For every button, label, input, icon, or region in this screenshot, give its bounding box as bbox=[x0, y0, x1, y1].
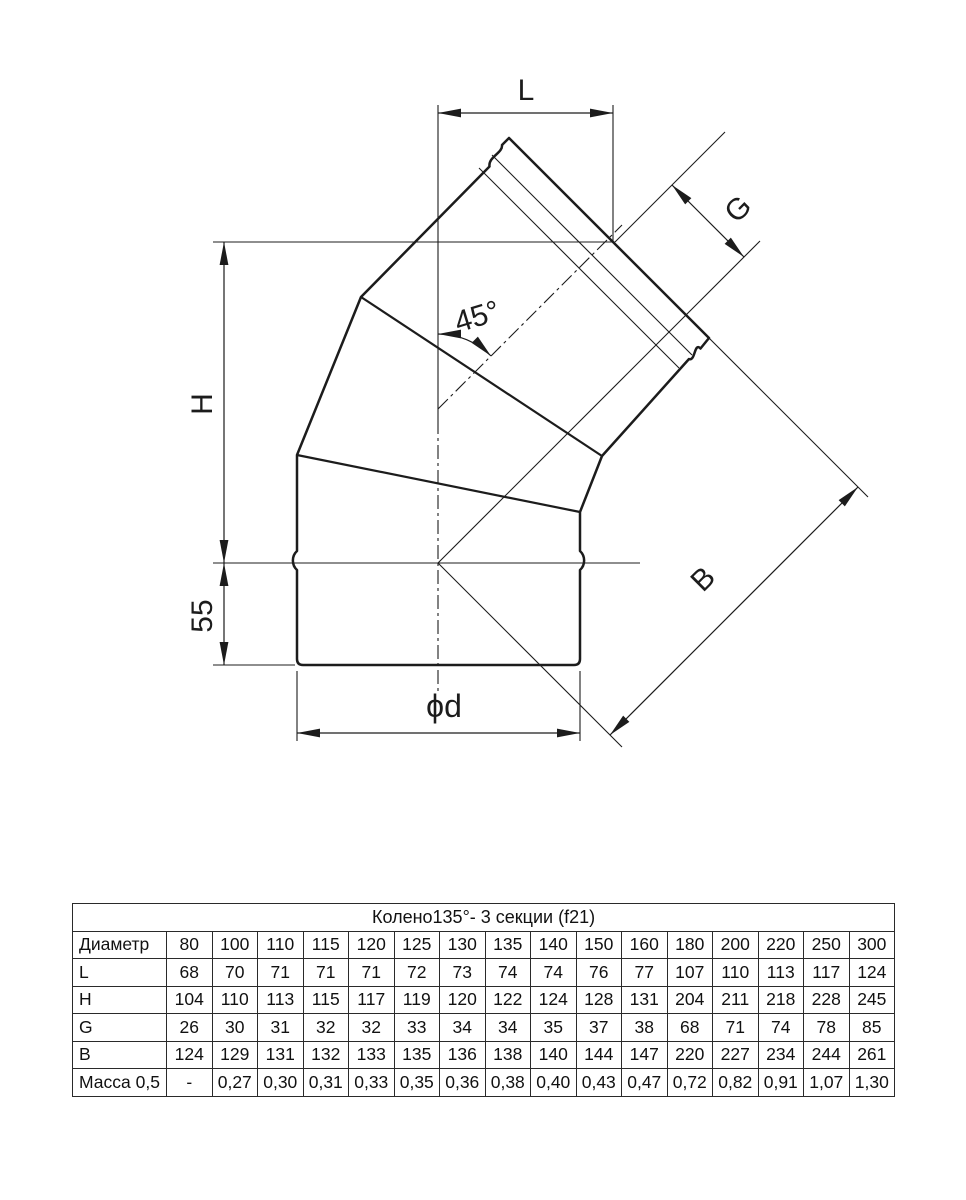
table-cell: 0,38 bbox=[485, 1069, 531, 1097]
table-cell: 220 bbox=[667, 1041, 713, 1069]
table-cell: 124 bbox=[167, 1041, 213, 1069]
table-cell: 138 bbox=[485, 1041, 531, 1069]
table-cell: 234 bbox=[758, 1041, 804, 1069]
table-row bbox=[73, 986, 895, 1014]
table-cell: 0,91 bbox=[758, 1069, 804, 1097]
table-cell: 117 bbox=[804, 959, 850, 987]
table-cell: 0,36 bbox=[440, 1069, 486, 1097]
ext-G-lower bbox=[438, 241, 760, 563]
table-cell: 131 bbox=[258, 1041, 304, 1069]
table-cell: 113 bbox=[758, 959, 804, 987]
dim-B bbox=[610, 487, 858, 735]
table-cell: 0,27 bbox=[212, 1069, 258, 1097]
table-cell: 0,47 bbox=[622, 1069, 668, 1097]
diameter-value-cell: 180 bbox=[667, 931, 713, 959]
table-cell: 115 bbox=[303, 986, 349, 1014]
table-cell: 132 bbox=[303, 1041, 349, 1069]
table-cell: 227 bbox=[713, 1041, 759, 1069]
row-header: L bbox=[73, 959, 167, 987]
table-cell: 133 bbox=[349, 1041, 395, 1069]
table-row bbox=[73, 1069, 895, 1097]
table-cell: 131 bbox=[622, 986, 668, 1014]
table-cell: 68 bbox=[167, 959, 213, 987]
diameter-value-cell: 120 bbox=[349, 931, 395, 959]
label-B: B bbox=[684, 560, 723, 599]
table-cell: 0,82 bbox=[713, 1069, 759, 1097]
table-cell: 32 bbox=[349, 1014, 395, 1042]
table-cell: 0,72 bbox=[667, 1069, 713, 1097]
table-cell: 117 bbox=[349, 986, 395, 1014]
diameter-value-cell: 135 bbox=[485, 931, 531, 959]
table-cell: 107 bbox=[667, 959, 713, 987]
table-cell: 140 bbox=[531, 1041, 577, 1069]
table-cell: 218 bbox=[758, 986, 804, 1014]
diameter-value-cell: 100 bbox=[212, 931, 258, 959]
table-cell: 76 bbox=[576, 959, 622, 987]
diameter-value-cell: 110 bbox=[258, 931, 304, 959]
table-cell: 211 bbox=[713, 986, 759, 1014]
table-cell: 35 bbox=[531, 1014, 577, 1042]
dimensions-table bbox=[72, 903, 895, 1097]
table-cell: 68 bbox=[667, 1014, 713, 1042]
label-G: G bbox=[718, 189, 759, 230]
table-cell: 136 bbox=[440, 1041, 486, 1069]
table-cell: 245 bbox=[849, 986, 895, 1014]
row-header: Масса 0,5 bbox=[73, 1069, 167, 1097]
ext-B-top bbox=[709, 338, 868, 497]
label-angle: 45° bbox=[450, 294, 504, 340]
table-cell: 74 bbox=[531, 959, 577, 987]
table-cell: 34 bbox=[485, 1014, 531, 1042]
table-row bbox=[73, 1041, 895, 1069]
dimension-lines bbox=[224, 113, 858, 735]
table-row bbox=[73, 959, 895, 987]
diameter-value-cell: 125 bbox=[394, 931, 440, 959]
label-L: L bbox=[517, 74, 535, 107]
table-cell: 261 bbox=[849, 1041, 895, 1069]
table-cell: 34 bbox=[440, 1014, 486, 1042]
diameter-value-cell: 250 bbox=[804, 931, 850, 959]
table-cell: 129 bbox=[212, 1041, 258, 1069]
diameter-value-cell: 140 bbox=[531, 931, 577, 959]
table-cell: 77 bbox=[622, 959, 668, 987]
table-cell: - bbox=[167, 1069, 213, 1097]
dimension-labels bbox=[186, 74, 758, 724]
elbow-outline bbox=[293, 138, 709, 665]
table-cell: 110 bbox=[713, 959, 759, 987]
diameter-value-cell: 200 bbox=[713, 931, 759, 959]
diameter-value-cell: 150 bbox=[576, 931, 622, 959]
table-cell: 70 bbox=[212, 959, 258, 987]
table-cell: 110 bbox=[212, 986, 258, 1014]
row-header-diameter: Диаметр bbox=[73, 931, 167, 959]
diameter-value-cell: 80 bbox=[167, 931, 213, 959]
table-cell: 104 bbox=[167, 986, 213, 1014]
ext-B-bottom bbox=[438, 563, 622, 747]
diameter-value-cell: 115 bbox=[303, 931, 349, 959]
diameter-value-cell: 220 bbox=[758, 931, 804, 959]
table-cell: 0,35 bbox=[394, 1069, 440, 1097]
table-cell: 32 bbox=[303, 1014, 349, 1042]
table-cell: 1,07 bbox=[804, 1069, 850, 1097]
table-cell: 33 bbox=[394, 1014, 440, 1042]
table-cell: 31 bbox=[258, 1014, 304, 1042]
table-cell: 78 bbox=[804, 1014, 850, 1042]
row-header: B bbox=[73, 1041, 167, 1069]
table-row bbox=[73, 1014, 895, 1042]
table-cell: 0,30 bbox=[258, 1069, 304, 1097]
table-cell: 71 bbox=[303, 959, 349, 987]
table-cell: 147 bbox=[622, 1041, 668, 1069]
table-cell: 74 bbox=[758, 1014, 804, 1042]
table-cell: 120 bbox=[440, 986, 486, 1014]
label-diameter: ϕd bbox=[426, 688, 462, 724]
elbow-body bbox=[293, 138, 709, 665]
table-title-row bbox=[73, 904, 895, 932]
table-cell: 26 bbox=[167, 1014, 213, 1042]
table-cell: 124 bbox=[849, 959, 895, 987]
construction-lines bbox=[213, 105, 868, 747]
table-cell: 74 bbox=[485, 959, 531, 987]
table-title: Колено135°- 3 секции (f21) bbox=[73, 904, 895, 932]
table-cell: 0,33 bbox=[349, 1069, 395, 1097]
row-header: H bbox=[73, 986, 167, 1014]
table-cell: 73 bbox=[440, 959, 486, 987]
diameter-value-cell: 300 bbox=[849, 931, 895, 959]
table-cell: 228 bbox=[804, 986, 850, 1014]
diameter-value-cell: 160 bbox=[622, 931, 668, 959]
table-cell: 38 bbox=[622, 1014, 668, 1042]
table-header-row bbox=[73, 931, 895, 959]
label-55: 55 bbox=[186, 599, 219, 633]
table-cell: 128 bbox=[576, 986, 622, 1014]
table-cell: 119 bbox=[394, 986, 440, 1014]
table-cell: 71 bbox=[349, 959, 395, 987]
table-cell: 135 bbox=[394, 1041, 440, 1069]
table-cell: 122 bbox=[485, 986, 531, 1014]
table-cell: 71 bbox=[258, 959, 304, 987]
table-cell: 124 bbox=[531, 986, 577, 1014]
table-cell: 0,40 bbox=[531, 1069, 577, 1097]
table-cell: 30 bbox=[212, 1014, 258, 1042]
table-cell: 144 bbox=[576, 1041, 622, 1069]
table-cell: 113 bbox=[258, 986, 304, 1014]
diameter-value-cell: 130 bbox=[440, 931, 486, 959]
table-cell: 71 bbox=[713, 1014, 759, 1042]
table-cell: 244 bbox=[804, 1041, 850, 1069]
table-cell: 37 bbox=[576, 1014, 622, 1042]
table-cell: 72 bbox=[394, 959, 440, 987]
ext-G-upper bbox=[615, 132, 725, 242]
table-cell: 85 bbox=[849, 1014, 895, 1042]
table-cell: 0,43 bbox=[576, 1069, 622, 1097]
table-cell: 1,30 bbox=[849, 1069, 895, 1097]
label-H: H bbox=[186, 393, 219, 415]
table-cell: 204 bbox=[667, 986, 713, 1014]
row-header: G bbox=[73, 1014, 167, 1042]
table-cell: 0,31 bbox=[303, 1069, 349, 1097]
